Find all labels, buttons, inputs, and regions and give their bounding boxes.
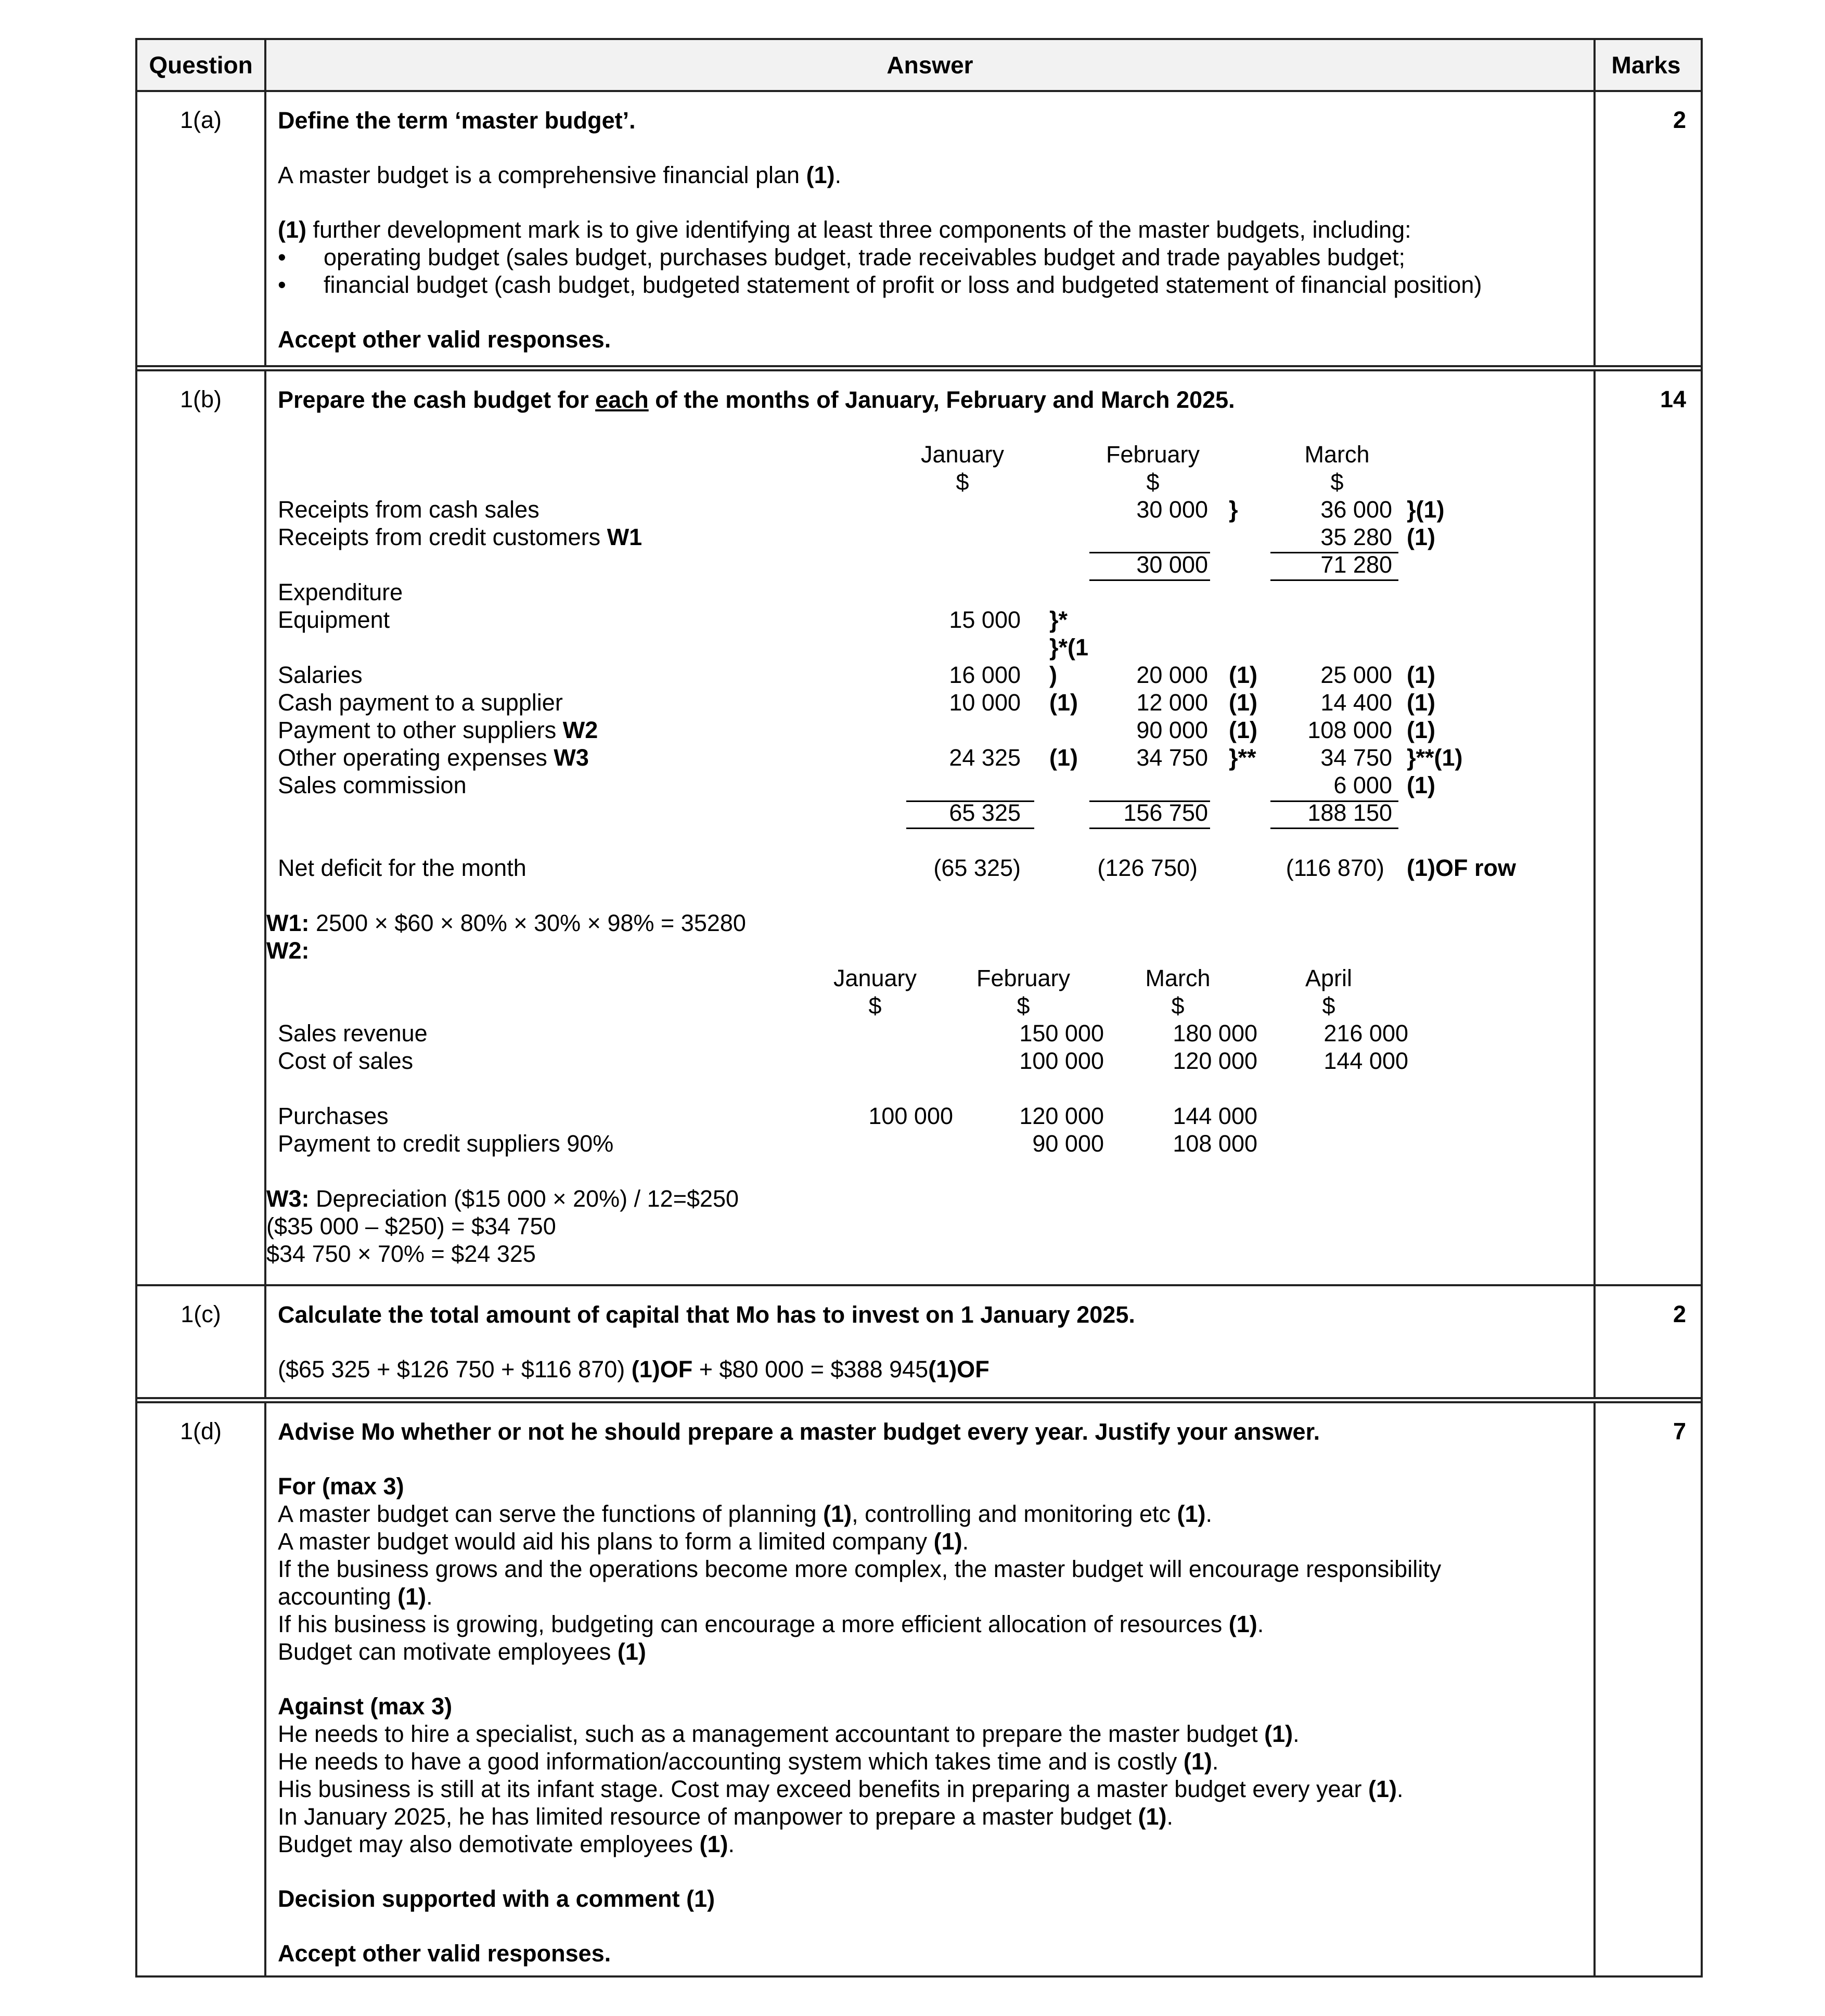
marks-value: 2 [1673,107,1686,133]
underline [1089,579,1210,581]
question-text: Define the term ‘master budget’. [278,107,636,134]
mark: (1) [1049,689,1078,716]
question-text: Advise Mo whether or not he should prepare a master budget every year. Justify your answer. [278,1418,1320,1445]
mark: (1) [806,162,835,188]
cell-value: (126 750) [1097,855,1198,881]
col-february: February [1106,441,1200,468]
mark: ) [1049,662,1057,688]
col-january: January [920,441,1005,468]
mark: (1) [1407,689,1435,716]
col-january: January [833,965,917,991]
row-1b [137,371,1701,1286]
cell-value: 10 000 [949,689,1021,716]
mark: }(1) [1407,496,1445,523]
cell-value: 100 000 [1019,1048,1104,1074]
working-w1: W1: 2500 × $60 × 80% × 30% × 98% = 35280 [266,910,746,936]
currency: $ [1146,469,1160,495]
mark: }* [1049,606,1068,633]
mark: (1) [1229,662,1257,688]
cell-value: 34 750 [1320,744,1392,771]
row-label: Receipts from credit customers W1 [278,524,642,550]
answer-line: further development mark is to give identifying at least three components of the master budgets, including: [306,216,1411,243]
cell-value: 16 000 [949,662,1021,688]
question-text: Calculate the total amount of capital that Mo has to invest on 1 January 2025. [278,1301,1135,1328]
cell-value: 144 000 [1173,1103,1257,1129]
answer-line: He needs to have a good information/accounting system which takes time and is costly (1). [278,1748,1219,1775]
mark: (1) [1407,717,1435,743]
cell-value: 150 000 [1019,1020,1104,1046]
marks-value: 14 [1660,386,1686,412]
header-marks: Marks [1611,51,1681,79]
cell-value: 12 000 [1136,689,1208,716]
cell-value: 156 750 [1123,799,1208,826]
answer-1d [266,1403,1596,1975]
cell-value: 34 750 [1136,744,1208,771]
accept-note: Accept other valid responses. [278,326,611,353]
cell-value: 24 325 [949,744,1021,771]
answer-line: A master budget would aid his plans to form a limited company (1). [278,1528,969,1555]
cell-value: 71 280 [1320,551,1392,578]
accept-note: Accept other valid responses. [278,1940,611,1967]
answer-1c [266,1286,1596,1397]
underline [906,828,1034,829]
cell-value: (65 325) [933,855,1021,881]
mark: (1) [278,216,306,243]
question-number: 1(a) [137,92,266,365]
answer-line: Budget may also demotivate employees (1). [278,1831,735,1857]
row-label: Other operating expenses W3 [278,744,589,771]
cell-value: 108 000 [1307,717,1392,743]
cell-value: 100 000 [868,1103,953,1129]
mark: }**(1) [1407,744,1463,771]
answer-line: His business is still at its infant stage. Cost may exceed benefits in preparing a master budget every year (1). [278,1776,1404,1802]
row-label: Sales revenue [278,1020,428,1046]
answer-line: A master budget can serve the functions of planning (1), controlling and monitoring etc (1). [278,1501,1213,1527]
mark: (1) [1229,717,1257,743]
row-label: Payment to credit suppliers 90% [278,1130,614,1157]
underline [1270,579,1398,581]
col-march: March [1304,441,1370,468]
cell-value: 180 000 [1173,1020,1257,1046]
currency: $ [1330,469,1344,495]
row-label: Purchases [278,1103,389,1129]
row-1d [137,1403,1701,1975]
cell-value: 35 280 [1320,524,1392,550]
bullet-item: • financial budget (cash budget, budgeted statement of profit or loss and budgeted statement of financial position) [278,272,1482,298]
row-1a [137,92,1701,371]
col-april: April [1305,965,1353,991]
answer-line: If his business is growing, budgeting can encourage a more efficient allocation of resources (1). [278,1611,1264,1637]
cell-value: 216 000 [1323,1020,1408,1046]
underline [1270,828,1398,829]
header-answer: Answer [266,40,1596,90]
section-heading: Against (max 3) [278,1693,453,1720]
mark: }*(1 [1049,634,1089,661]
currency: $ [1017,992,1030,1019]
section-heading: For (max 3) [278,1473,404,1500]
question-number: 1(b) [137,371,266,1284]
bullet-item: • operating budget (sales budget, purchases budget, trade receivables budget and trade payables budget; [278,244,1405,270]
cell-value: 25 000 [1320,662,1392,688]
cell-value: 90 000 [1136,717,1208,743]
cell-value: (116 870) [1286,855,1384,881]
underline [1089,828,1210,829]
row-label: Net deficit for the month [278,855,526,881]
currency: $ [868,992,882,1019]
col-march: March [1145,965,1211,991]
currency: $ [1322,992,1335,1019]
cell-value: 14 400 [1320,689,1392,716]
cell-value: 6 000 [1333,772,1392,798]
answer-line: He needs to hire a specialist, such as a management accountant to prepare the master budget (1). [278,1721,1300,1747]
row-label: Sales commission [278,772,467,798]
row-label: Cash payment to a supplier [278,689,563,716]
row-label: Cost of sales [278,1048,414,1074]
mark: } [1229,496,1238,523]
question-number: 1(d) [137,1403,266,1975]
answer-line: A master budget is a comprehensive financial plan [278,162,806,188]
answer-line: accounting (1). [278,1583,433,1610]
currency: $ [1171,992,1185,1019]
marks-value: 2 [1673,1301,1686,1327]
question-text: Prepare the cash budget for each of the months of January, February and March 2025. [278,386,1235,413]
answer-line: If the business grows and the operations become more complex, the master budget will encourage responsibility [278,1556,1442,1582]
row-label: Expenditure [278,579,403,605]
cell-value: 20 000 [1136,662,1208,688]
mark-scheme-table [135,38,1703,1978]
cell-value: 120 000 [1173,1048,1257,1074]
answer-line: In January 2025, he has limited resource of manpower to prepare a master budget (1). [278,1803,1173,1830]
answer-line: Budget can motivate employees (1) [278,1638,646,1665]
answer-1a: Define the term ‘master budget’. A master budget is a comprehensive financial plan (1). (1) further development mark is to give identifying at least three components of the master budgets, including: • operating budget (sales budget, purchases budget, trade receivables budget and trade payables budget; • financial budget (cash budget, budgeted statement of profit or loss and budgeted statement of financial position) Accept other valid responses. [266,92,1596,365]
row-label: Equipment [278,606,390,633]
mark: }** [1229,744,1256,771]
cell-value: 30 000 [1136,551,1208,578]
currency: $ [956,469,969,495]
row-label: Salaries [278,662,363,688]
mark: (1) [1407,662,1435,688]
cell-value: 188 150 [1307,799,1392,826]
row-1c [137,1286,1701,1403]
cell-value: 120 000 [1019,1103,1104,1129]
marks-value: 7 [1673,1418,1686,1444]
working-w3: W3: Depreciation ($15 000 × 20%) / 12=$250 [266,1185,739,1212]
cell-value: 30 000 [1136,496,1208,523]
cell-value: 15 000 [949,606,1021,633]
mark: (1) [1407,524,1435,550]
mark: (1) [1229,689,1257,716]
cell-value: 65 325 [949,799,1021,826]
row-label: Receipts from cash sales [278,496,539,523]
cell-value: 144 000 [1323,1048,1408,1074]
working-w3-line: ($35 000 – $250) = $34 750 [266,1213,556,1239]
working-w3-line: $34 750 × 70% = $24 325 [266,1240,536,1267]
mark: (1) [1407,772,1435,798]
question-number: 1(c) [137,1286,266,1397]
table-header [137,40,1701,92]
decision-note: Decision supported with a comment (1) [278,1885,715,1912]
cell-value: 36 000 [1320,496,1392,523]
calculation: ($65 325 + $126 750 + $116 870) (1)OF + $80 000 = $388 945(1)OF [278,1356,989,1382]
mark: (1) [1049,744,1078,771]
col-february: February [976,965,1071,991]
mark: (1)OF row [1407,855,1516,881]
working-w2-label: W2: [266,937,310,964]
header-question: Question [137,40,266,90]
cell-value: 108 000 [1173,1130,1257,1157]
row-label: Payment to other suppliers W2 [278,717,598,743]
cell-value: 90 000 [1032,1130,1104,1157]
answer-1b [266,371,1596,1284]
